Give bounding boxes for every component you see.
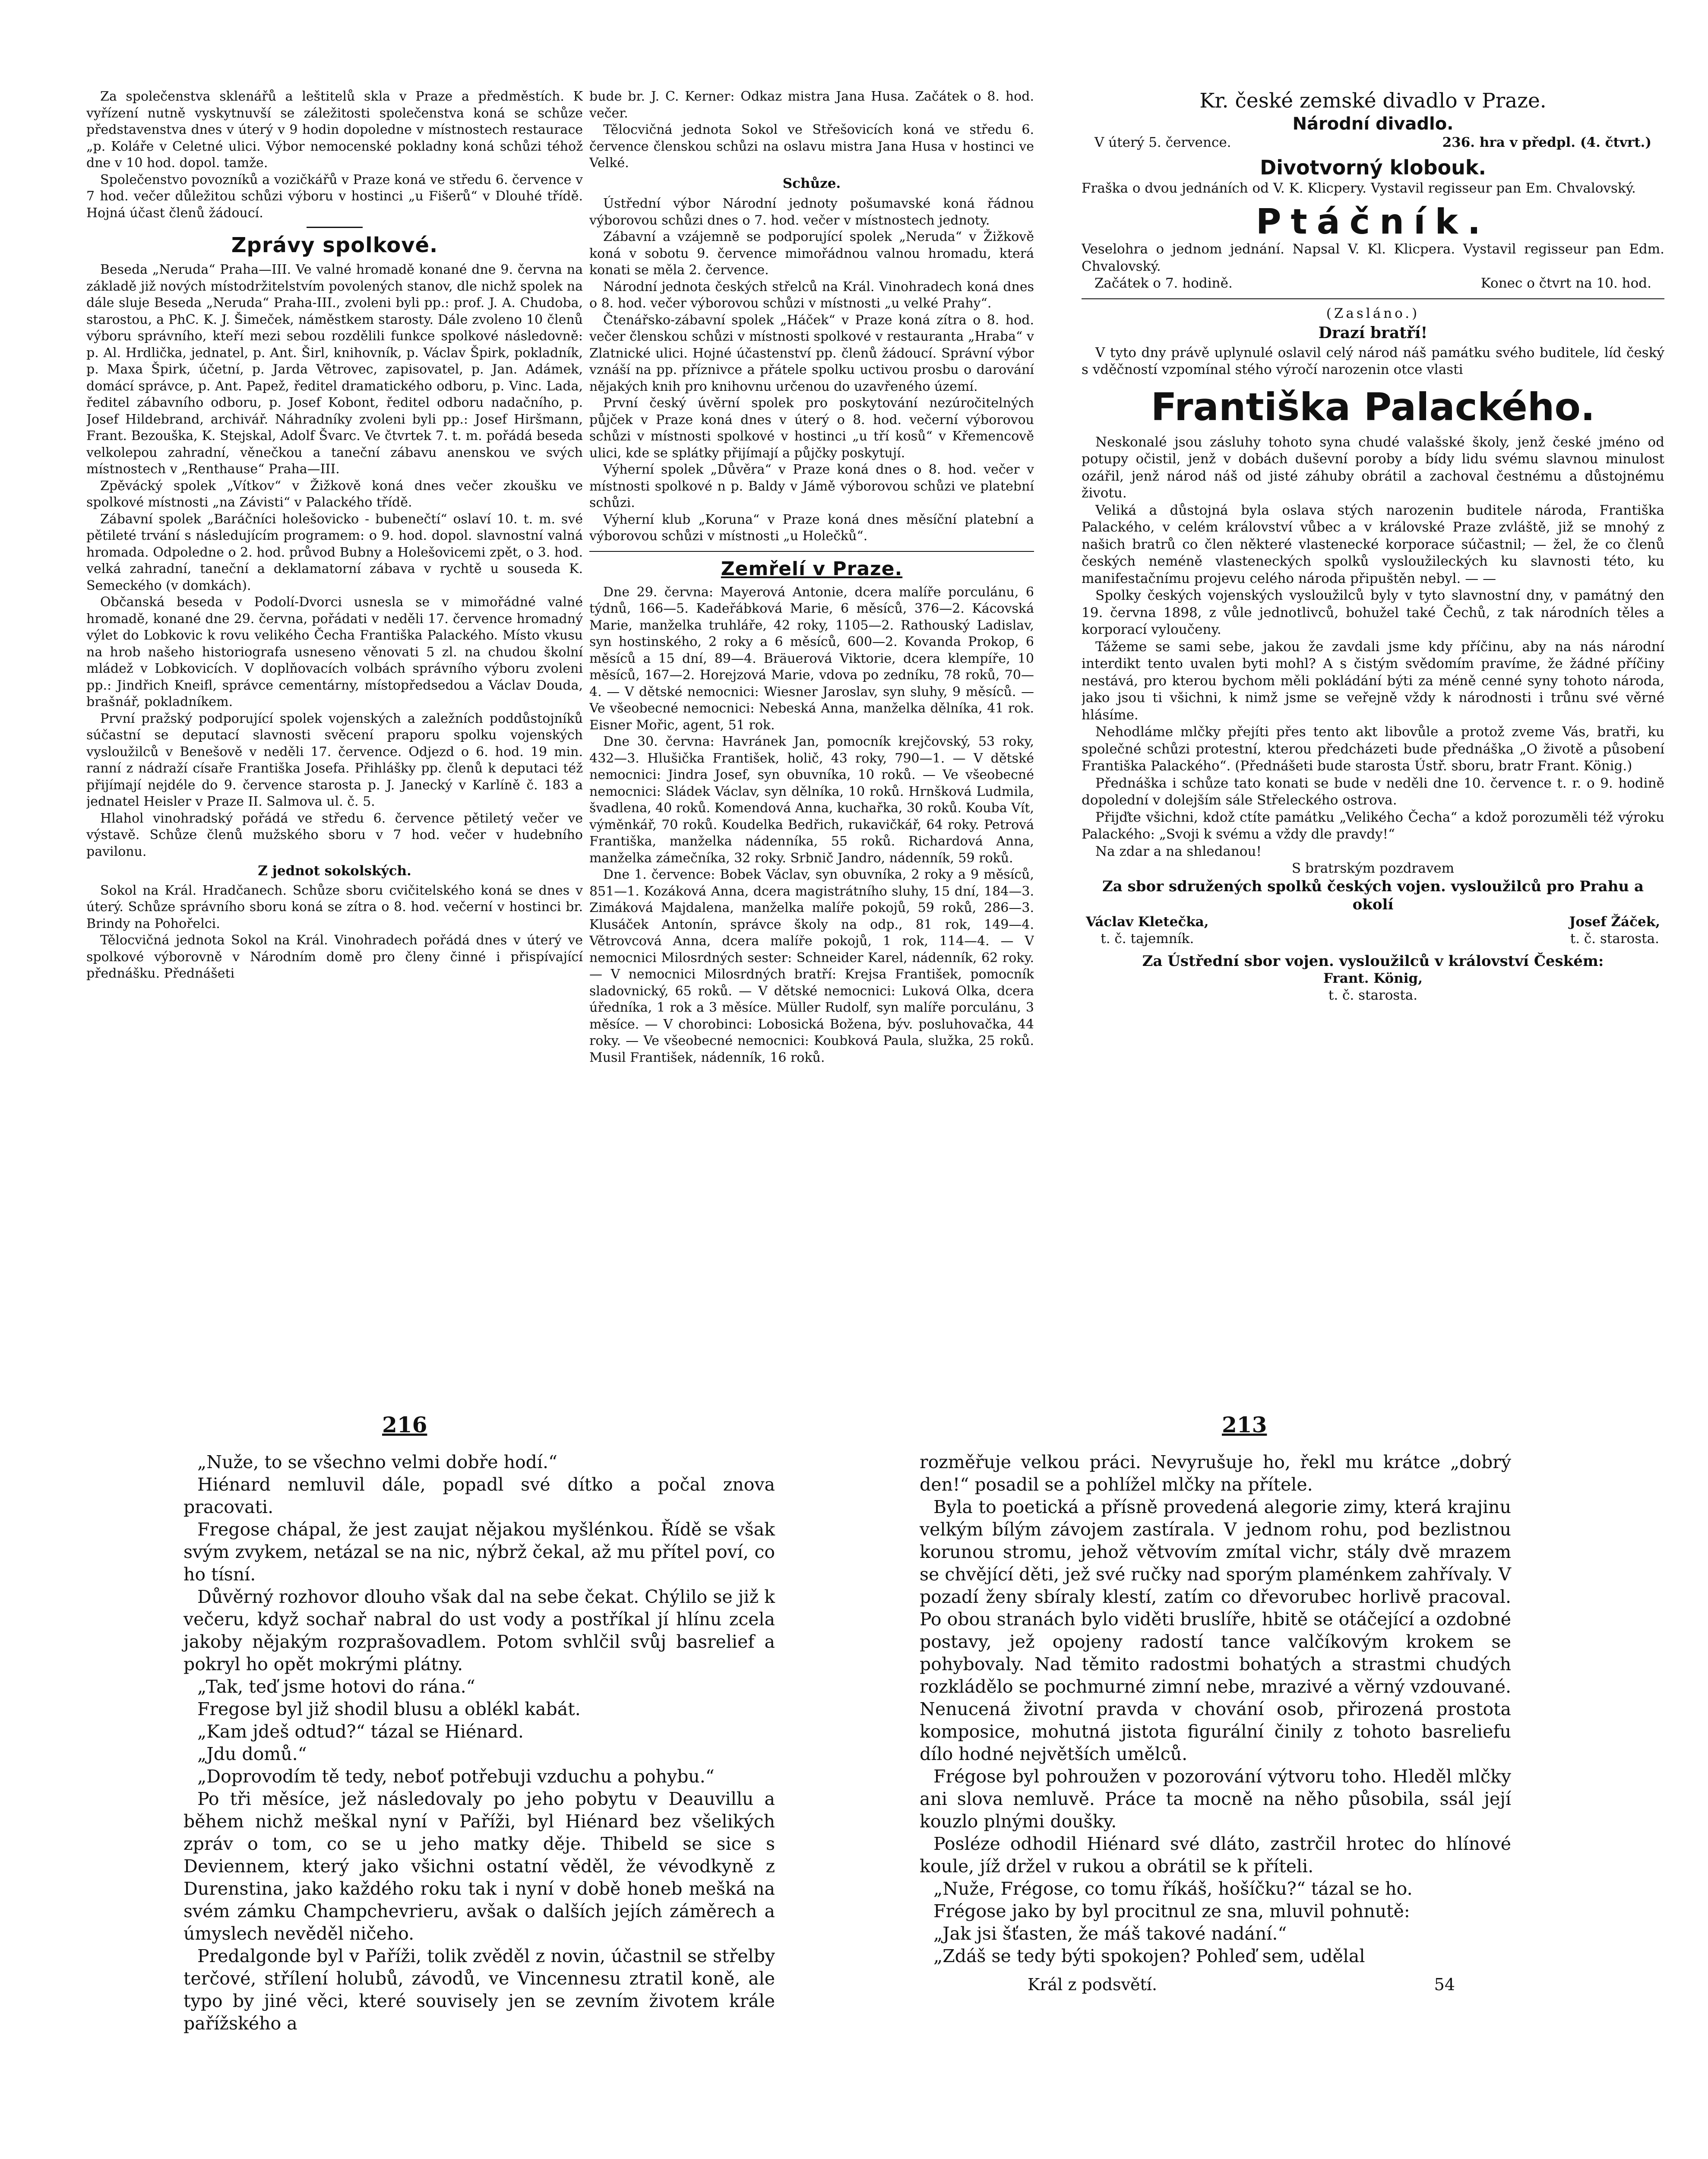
paragraph: „Tak, teď jsme hotovi do rána.“ xyxy=(197,1676,475,1697)
paragraph: Posléze odhodil Hiénard své dláto, zastrčil hrotec do hlínové koule, jíž držel v rukou a obrátil se k příteli. xyxy=(920,1833,1511,1877)
page-number-left: 216 xyxy=(382,1412,427,1437)
paragraph: Neskonalé jsou zásluhy tohoto syna chudé valašské školy, jenž české jméno od potupy očistil, jenž v dobách duševní poroby a bídy lidu svému slavnou minulost ozářil, jenž národ náš od jisté záhuby obrátil a zachoval čestnému a důstojnému životu. xyxy=(1082,434,1664,501)
signature-row xyxy=(1082,914,1664,948)
paragraph: Čtenářsko-zábavní spolek „Háček“ v Praze koná zítra o 8. hod. večer členskou schůzi v místnosti spolkové v restauranta „Hraba“ v Zlatnické ulici. Hojné účastenství pp. členů žádoucí. Správní výbor vznáší na pp. příznivce a přátele spolku uctivou prosbu o darování nějakých knih pro knihovnu určenou do uzavřeného území. xyxy=(589,312,1034,394)
paragraph: „Kam jdeš odtud?“ tázal se Hiénard. xyxy=(197,1721,524,1742)
paragraph: Občanská beseda v Podolí-Dvorci usnesla se v mimořádné valné hromadě, konané dne 29. června, pořádati v neděli 17. července hromadný výlet do Lobkovic k rovu velikého Čecha Františka Palackého. Místo vkusu na hrob našeho historiografa usneseno věnovati 5 zl. na chudou školní mládež v Lobkovicích. V doplňovacích volbách správního výboru zvoleni pp.: Jindřich Kneifl, správce cementárny, místopředsedou a Václav Douda, brašnář, pokladníkem. xyxy=(86,595,583,709)
signature-block xyxy=(1082,970,1664,1004)
divider xyxy=(1082,298,1664,299)
divider xyxy=(589,551,1034,552)
paragraph: Na zdar a na shledanou! xyxy=(1095,843,1262,859)
paragraph: Ústřední výbor Národní jednoty pošumavské koná řádnou výborovou schůzi dnes o 7. hod. večer v místnostech jednoty. xyxy=(589,196,1034,228)
play-description: Fraška o dvou jednáních od V. K. Klicpery. Vystavil regisseur pan Em. Chvalovský. xyxy=(1082,180,1636,196)
novel-page-left xyxy=(183,1451,775,2035)
paragraph: „Nuže, Frégose, co tomu říkáš, hošíčku?“ tázal se ho. xyxy=(933,1878,1413,1899)
signature-block xyxy=(1569,914,1660,948)
paragraph: Dne 1. července: Bobek Václav, syn obuvníka, 2 roky a 9 měsíců, 851—1. Kozáková Anna, dcera magistrátního sluhy, 15 dní, 184—3. Zimáková Majdalena, manželka malíře pokojů, 59 roků, 286—3. Klusáček Antonín, správce školy na odp., 81 rok, 149—4. Větrovcová Anna, dcera malíře pokojů, 1 rok, 114—4. — V nemocnici Milosrdných sester: Schneider Karel, nádenník, 62 roky. — V nemocnici Milosrdných bratří: Krejsa František, pomocník sladovnický, 65 roků. — V dětské nemocnici: Luková Olka, dcera úředníka, 1 rok a 3 měsíce. Müller Rudolf, syn malíře porculánu, 3 měsíce. — V chorobinci: Lobosická Božena, býv. posluhovačka, 44 roky. — Ve všeobecné nemocnici: Koubková Paula, služka, 25 roků. Musil František, nádenník, 16 roků. xyxy=(589,867,1034,1065)
paragraph: Spolky českých vojenských vysloužilců byly v tyto slavnostní dny, v památný den 19. června 1898, z vůle jednotlivců, bohužel také Čechů, z tak národních těles a korporací vyloučeny. xyxy=(1082,588,1664,637)
paragraph: První pražský podporující spolek vojenských a zaležních poddůstojníků súčastní se deputací slavnosti svěcení praporu spolku vojenských vysloužilců v Benešově v neděli 17. července. Odjezd o 6. hod. 19 min. ranní z nádraží císaře Františka Josefa. Přihlášky pp. členů k deputaci též přijímají nejdéle do 9. července starosta p. J. Janecký v Karlíně č. 183 a jednatel Heisler v Praze II. Salmova ul. č. 5. xyxy=(86,711,583,809)
paragraph: Nehodláme mlčky přejíti přes tento akt libovůle a protož zveme Vás, bratři, ku společné schůzi protestní, kterou předcházeti bude přednáška „O životě a působení Františka Palackého“. (Přednášeti bude starosta Ústř. sboru, bratr Frant. König.) xyxy=(1082,724,1664,774)
paragraph: „Zdáš se tedy býti spokojen? Pohleď sem, udělal xyxy=(933,1946,1365,1966)
paragraph: Frégose jako by byl procitnul ze sna, mluvil pohnutě: xyxy=(933,1901,1410,1922)
paragraph: Společenstvo povozníků a vozičkářů v Praze koná ve středu 6. července v 7 hod. večer důležitou schůzi výboru v hostinci „u Fišerů“ v Dlouhé třídě. Hojná účast členů žádoucí. xyxy=(86,172,583,221)
paragraph: Hlahol vinohradský pořádá ve středu 6. července pětiletý večer ve výstavě. Schůze členů mužského sboru v 7 hod. večer v hudebního pavilonu. xyxy=(86,810,583,859)
performance-line xyxy=(1082,134,1664,152)
paragraph: Dne 30. června: Havránek Jan, pomocník krejčovský, 53 roky, 432—3. Hlušička František, holič, 43 roky, 790—1. — V dětské nemocnici: Jindra Josef, syn obuvníka, 10 roků. — Ve všeobecné nemocnici: Sládek Václav, syn dělníka, 10 roků. Hrnšková Ludmila, švadlena, 40 roků. Komendová Anna, kuchařka, 30 roků. Kouba Vít, výměnkář, 70 roků. Koudelka Bedřich, rukavičkář, 64 roky. Petrová Františka, manželka nádenníka, 55 roků. Richardová Anna, manželka zámečníka, 32 roky. Srbnič Jandro, nádenník, 59 roků. xyxy=(589,734,1034,866)
paragraph: Zábavní a vzájemně se podporující spolek „Neruda“ v Žižkově koná v sobotu 9. července mimořádnou valnou hromadu, která konati se měla 2. července. xyxy=(589,229,1034,278)
paragraph: „Doprovodím tě tedy, neboť potřebuji vzduchu a pohybu.“ xyxy=(197,1766,715,1787)
paragraph: Fregose chápal, že jest zaujat nějakou myšlénkou. Řídě se však svým zvykem, netázal se na nic, nýbrž čekal, až mu přítel poví, co ho tísní. xyxy=(183,1519,775,1585)
play-title: Ptáčník. xyxy=(1256,202,1490,242)
paragraph: V tyto dny právě uplynulé oslavil celý národ náš památku svého buditele, líd český s vděčností vzpomínal stého výročí narozenin otce vlasti xyxy=(1082,345,1664,377)
play-description: Veselohra o jednom jednání. Napsal V. Kl. Klicpera. Vystavil regisseur pan Edm. Chvalovský. xyxy=(1082,241,1664,274)
paragraph: Sokol na Král. Hradčanech. Schůze sboru cvičitelského koná se dnes v úterý. Schůze správního sboru koná se zítra o 8. hod. večerní v hostinci br. Brindy na Pohořelci. xyxy=(86,883,583,931)
paragraph: Důvěrný rozhovor dlouho však dal na sebe čekat. Chýlilo se již k večeru, když sochař nabral do ust vody a postříkal jí hlínu zcela jakoby nějakým rozprašovadlem. Potom svhlčil svůj basrelief a pokryl ho opět mokrými plátny. xyxy=(183,1586,775,1675)
paragraph: Tážeme se sami sebe, jakou že zavdali jsme kdy příčinu, aby na nás národní interdikt tento uvalen byti mohl? A s čistým svědomím pravíme, že žádné příčiny nestává, pro kterou bychom měli pokládání býti za méně cenné syny tohoto národa, jako jsou ti všichni, k nimž jsme se veřejně vždy k národnosti i trůnu své věrné hlásíme. xyxy=(1082,639,1664,723)
sender: Za Ústřední sbor vojen. vysloužilců v království Českém: xyxy=(1142,952,1604,970)
column-associations xyxy=(86,89,583,1380)
col2-paras3 xyxy=(589,584,1034,1067)
signature-mark: 54 xyxy=(1434,1975,1455,1994)
rule xyxy=(307,227,363,228)
zaslano-label: (Zasláno.) xyxy=(1326,305,1420,321)
page-footer xyxy=(920,1973,1511,1996)
paragraph: Zpěvácký spolek „Vítkov“ v Žižkově koná dnes večer zkoušku ve spolkové místnosti „na Závisti“ v Palackého třídě. xyxy=(86,478,583,510)
paragraph: Veliká a důstojná byla oslava stých narozenin buditele národa, Františka Palackého, v celém království vůbec a v královské Praze zvláště, již se mnohý z našich bratrů co člen některé vlastenecké korporace súčastnil; — žel, že co členů českých neméně vlasteneckých spolků vysloužileckých ku slavnosti této, ku manifestačnímu projevu celého národa připuštěn nebyl. — — xyxy=(1082,502,1664,586)
paragraph: Hiénard nemluvil dále, popadl své dítko a počal znova pracovati. xyxy=(183,1474,775,1517)
signature-role: t. č. tajemník. xyxy=(1101,931,1194,947)
running-title: Král z podsvětí. xyxy=(1028,1975,1158,1994)
paragraph: Fregose byl již shodil blusu a oblékl kabát. xyxy=(197,1699,581,1719)
salutation: Drazí bratří! xyxy=(1318,324,1428,342)
col1-paras3 xyxy=(86,883,583,982)
paragraph: Byla to poetická a přísně provedená alegorie zimy, která krajinu velkým bílým závojem zastírala. V jednom rohu, pod bezlistnou korunou stromu, jehož větvovím zmítal vichr, stály dvě mrazem se chvějící děti, jež své ručky nad sporým plaménkem zahřívaly. V pozadí ženy sbíraly klestí, zatím co dřevorubec horlivě pracoval. Po obou stranách bylo viděti bruslíře, hbitě se otáčející a ozdobné postavy, jež opojeny radostí tance valčíkovým krokem se pohybovaly. Nad těmito radostmi bohatých a strastmi chudých rozkládělo se pochmurné zimní nebe, mrazivé a věrný vzdouvané. Nenucená životní pravda v chování osob, přirozená prostota komposice, mohutná jistota figurální činily z tohoto basreliefu dílo hodné největších umělců. xyxy=(920,1497,1511,1764)
paragraph: Dne 29. června: Mayerová Antonie, dcera malíře porculánu, 6 týdnů, 166—5. Kadeřábková Marie, 6 měsíců, 376—2. Kácovská Marie, manželka truhláře, 42 roky, 1105—2. Rathouský Ladislav, syn hostinského, 2 roky a 6 měsíců, 600—2. Kovanda Prokop, 6 měsíců a 15 dní, 89—4. Bräuerová Viktorie, dcera klempíře, 10 měsíců, 167—2. Horejzová Marie, vdova po zedníku, 78 roků, 70—4. — V dětské nemocnici: Wiesner Jaroslav, syn sluhy, 9 měsíců. — Ve všeobecné nemocnici: Nebeská Anna, manželka dělníka, 41 rok. Eisner Mořic, agent, 51 rok. xyxy=(589,584,1034,733)
paragraph: „Nuže, to se všechno velmi dobře hodí.“ xyxy=(197,1452,558,1472)
paragraph: Tělocvičná jednota Sokol ve Střešovicích koná ve středu 6. července členskou schůzi na oslavu mistra Jana Husa v hostinci ve Velké. xyxy=(589,122,1034,171)
paragraph: Frégose byl pohroužen v pozorování výtvoru toho. Hleděl mlčky ani slova nemluvě. Práce ta mocně na něho působila, ssál její kouzlo plnými doušky. xyxy=(920,1766,1511,1832)
col2-paras2 xyxy=(589,196,1034,545)
signature-name: Josef Žáček, xyxy=(1569,914,1660,930)
paragraph: První český úvěrní spolek pro poskytování nezúročitelných půjček v Praze koná dnes v úterý o 8. hod. večerní výborovou schůzi v místnosti spolkové v hostinci „u tří kosů“ v Křemencově ulici, kde se splátky přijímají a půjčky poskytují. xyxy=(589,396,1034,461)
section-heading: Zemřelí v Praze. xyxy=(721,557,903,580)
sender: Za sbor sdružených spolků českých vojen. vysloužilců pro Prahu a okolí xyxy=(1102,877,1644,913)
page-number-right: 213 xyxy=(1222,1412,1267,1437)
paragraph: Přednáška i schůze tato konati se bude v neděli dne 10. července t. r. o 9. hodině dopolední v dolejším sále Střeleckého ostrova. xyxy=(1082,775,1664,808)
signature-block xyxy=(1086,914,1209,948)
paragraph: bude br. J. C. Kerner: Odkaz mistra Jana Husa. Začátek o 8. hod. večer. xyxy=(589,89,1034,121)
paragraph: Zábavní spolek „Baráčníci holešovicko - bubenečtí“ oslaví 10. t. m. své pětileté trvání s následujícím programem: o 9. hod. dopol. slavnostní valná hromada. Odpoledne o 2. hod. průvod Bubny a Holešovicemi zpět, o 3. hod. velká zahradní, taneční a deklamatorní zábava v rychtě u souseda K. Semeckého (v domkách). xyxy=(86,511,583,593)
paragraph: Po tři měsíce, jež následovaly po jeho pobytu v Deauvillu a během nichž meškal nyní v Paříži, byl Hiénard bez všelikých zpráv o tom, co se u jeho matky děje. Thibeld se sice s Deviennem, který jako všichni ostatní věděl, že vévodkyně z Durenstina, jako každého roku tak i nyní v době honeb mešká na svém zámku Champchevrieru, avšak o dalších jejích záměrech a úmyslech nevěděl ničeho. xyxy=(183,1789,775,1944)
col1-paras2 xyxy=(86,262,583,860)
subscription-note: 236. hra v předpl. (4. čtvrt.) xyxy=(1442,135,1651,150)
section-heading: Zprávy spolkové. xyxy=(231,233,438,257)
column-meetings-deaths xyxy=(589,89,1034,1380)
paragraph: Přijďte všichni, kdož ctíte památku „Velikého Čecha“ a kdož porozuměli též výroku Palackého: „Svoji k svému a vždy dle pravdy!“ xyxy=(1082,809,1664,842)
signature-role: t. č. starosta. xyxy=(1570,931,1660,947)
end-time: Konec o čtvrt na 10. hod. xyxy=(1480,275,1651,291)
featured-name: Františka Palackého. xyxy=(1151,384,1595,429)
novel-page-right xyxy=(920,1451,1511,1996)
paragraph: Beseda „Neruda“ Praha—III. Ve valné hromadě konané dne 9. června na základě již nových místodržitelstvím povolených stanov, dle nichž spolek na dále sluje Beseda „Neruda“ Praha-III., zvoleni byli pp.: prof. J. A. Chudoba, starostou, a PhC. K. J. Šimeček, náměstkem starosty. Dále zvoleno 10 členů výboru správního, kteří mezi sebou rozdělili funkce spolkové následovně: p. Al. Hrdlička, jednatel, p. Ant. Širl, knihovník, p. Václav Špirk, pokladník, p. Maxa Špirk, účetní, p. Jarda Větrovec, zapisovatel, p. Jan. Adámek, domácí správce, p. Ant. Papež, ředitel dramatického odboru, p. Vinc. Lada, ředitel zábavního odboru, p. Josef Kobont, ředitel odboru nadačního, p. Josef Hildebrand, archivář. Náhradníky zvoleni byli pp.: Josef Hiršmann, Frant. Bezouška, K. Stejskal, Adolf Švarc. Ve čtvrtek 7. t. m. pořádá beseda velkolepou zahradní, věnečkou a taneční zábavu anenskou ve svých místnostech v „Renthause“ Praha—III. xyxy=(86,262,583,477)
paragraph: Národní jednota českých střelců na Král. Vinohradech koná dnes o 8. hod. večer výborovou schůzi v místnosti „u velké Prahy“. xyxy=(589,279,1034,311)
paragraph: Za společenstva sklenářů a leštitelů skla v Praze a předměstích. K vyřízení nutně vyskytnuvší se záležitosti společenstva koná se schůze představenstva dnes v úterý v 9 hodin dopoledne v místnostech restaurace „p. Koláře v Celetné ulici. Výbor nemocenské pokladny koná schůzi téhož dne v 10 hod. dopol. tamže. xyxy=(86,89,583,171)
col3-paras xyxy=(1082,434,1664,861)
signature-role: t. č. starosta. xyxy=(1328,988,1418,1003)
play-title: Divotvorný klobouk. xyxy=(1260,155,1486,179)
paragraph: Tělocvičná jednota Sokol na Král. Vinohradech pořádá dnes v úterý ve spolkové výborovně v Národním domě pro členy činné i přispívající přednášku. Přednášeti xyxy=(86,933,583,981)
paragraph: Výherní spolek „Důvěra“ v Praze koná dnes o 8. hod. večer v místnosti spolkové n p. Baldy v Jámě výborovou schůzi ve platební schůzi. xyxy=(589,462,1034,510)
paragraph: Výherní klub „Koruna“ v Praze koná dnes měsíční platební a výborovou schůzi v místnosti „u Holečků“. xyxy=(589,512,1034,544)
signature-name: Václav Kletečka, xyxy=(1086,914,1209,930)
paragraph: „Jdu domů.“ xyxy=(197,1744,307,1764)
performance-date: V úterý 5. července. xyxy=(1094,135,1231,150)
subheading: Z jednot sokolských. xyxy=(258,863,411,879)
subheading: Schůze. xyxy=(782,175,841,191)
signature-name: Frant. König, xyxy=(1323,970,1423,986)
greeting: S bratrským pozdravem xyxy=(1291,861,1455,876)
column-theater-notice xyxy=(1082,89,1664,1380)
paragraph: rozměřuje velkou práci. Nevyrušuje ho, řekl mu krátce „dobrý den!“ posadil se a pohlížel mlčky na přítele. xyxy=(920,1452,1511,1495)
theater-title: Kr. české zemské divadlo v Praze. xyxy=(1199,89,1547,113)
col2-paras1 xyxy=(589,89,1034,172)
paragraph: „Jak jsi šťasten, že máš takové nadání.“ xyxy=(933,1923,1287,1944)
paragraph: Predalgonde byl v Paříži, tolik zvěděl z novin, účastnil se střelby terčové, střílení holubů, závodů, ve Vincennesu ztratil koně, ale typo by jiné věci, které souvisely jen se zevním životem krále pařížského a xyxy=(183,1946,775,2034)
start-end-line xyxy=(1082,275,1664,292)
start-time: Začátek o 7. hodině. xyxy=(1094,275,1233,291)
theater-name: Národní divadlo. xyxy=(1292,114,1454,134)
col1-paras1 xyxy=(86,89,583,222)
